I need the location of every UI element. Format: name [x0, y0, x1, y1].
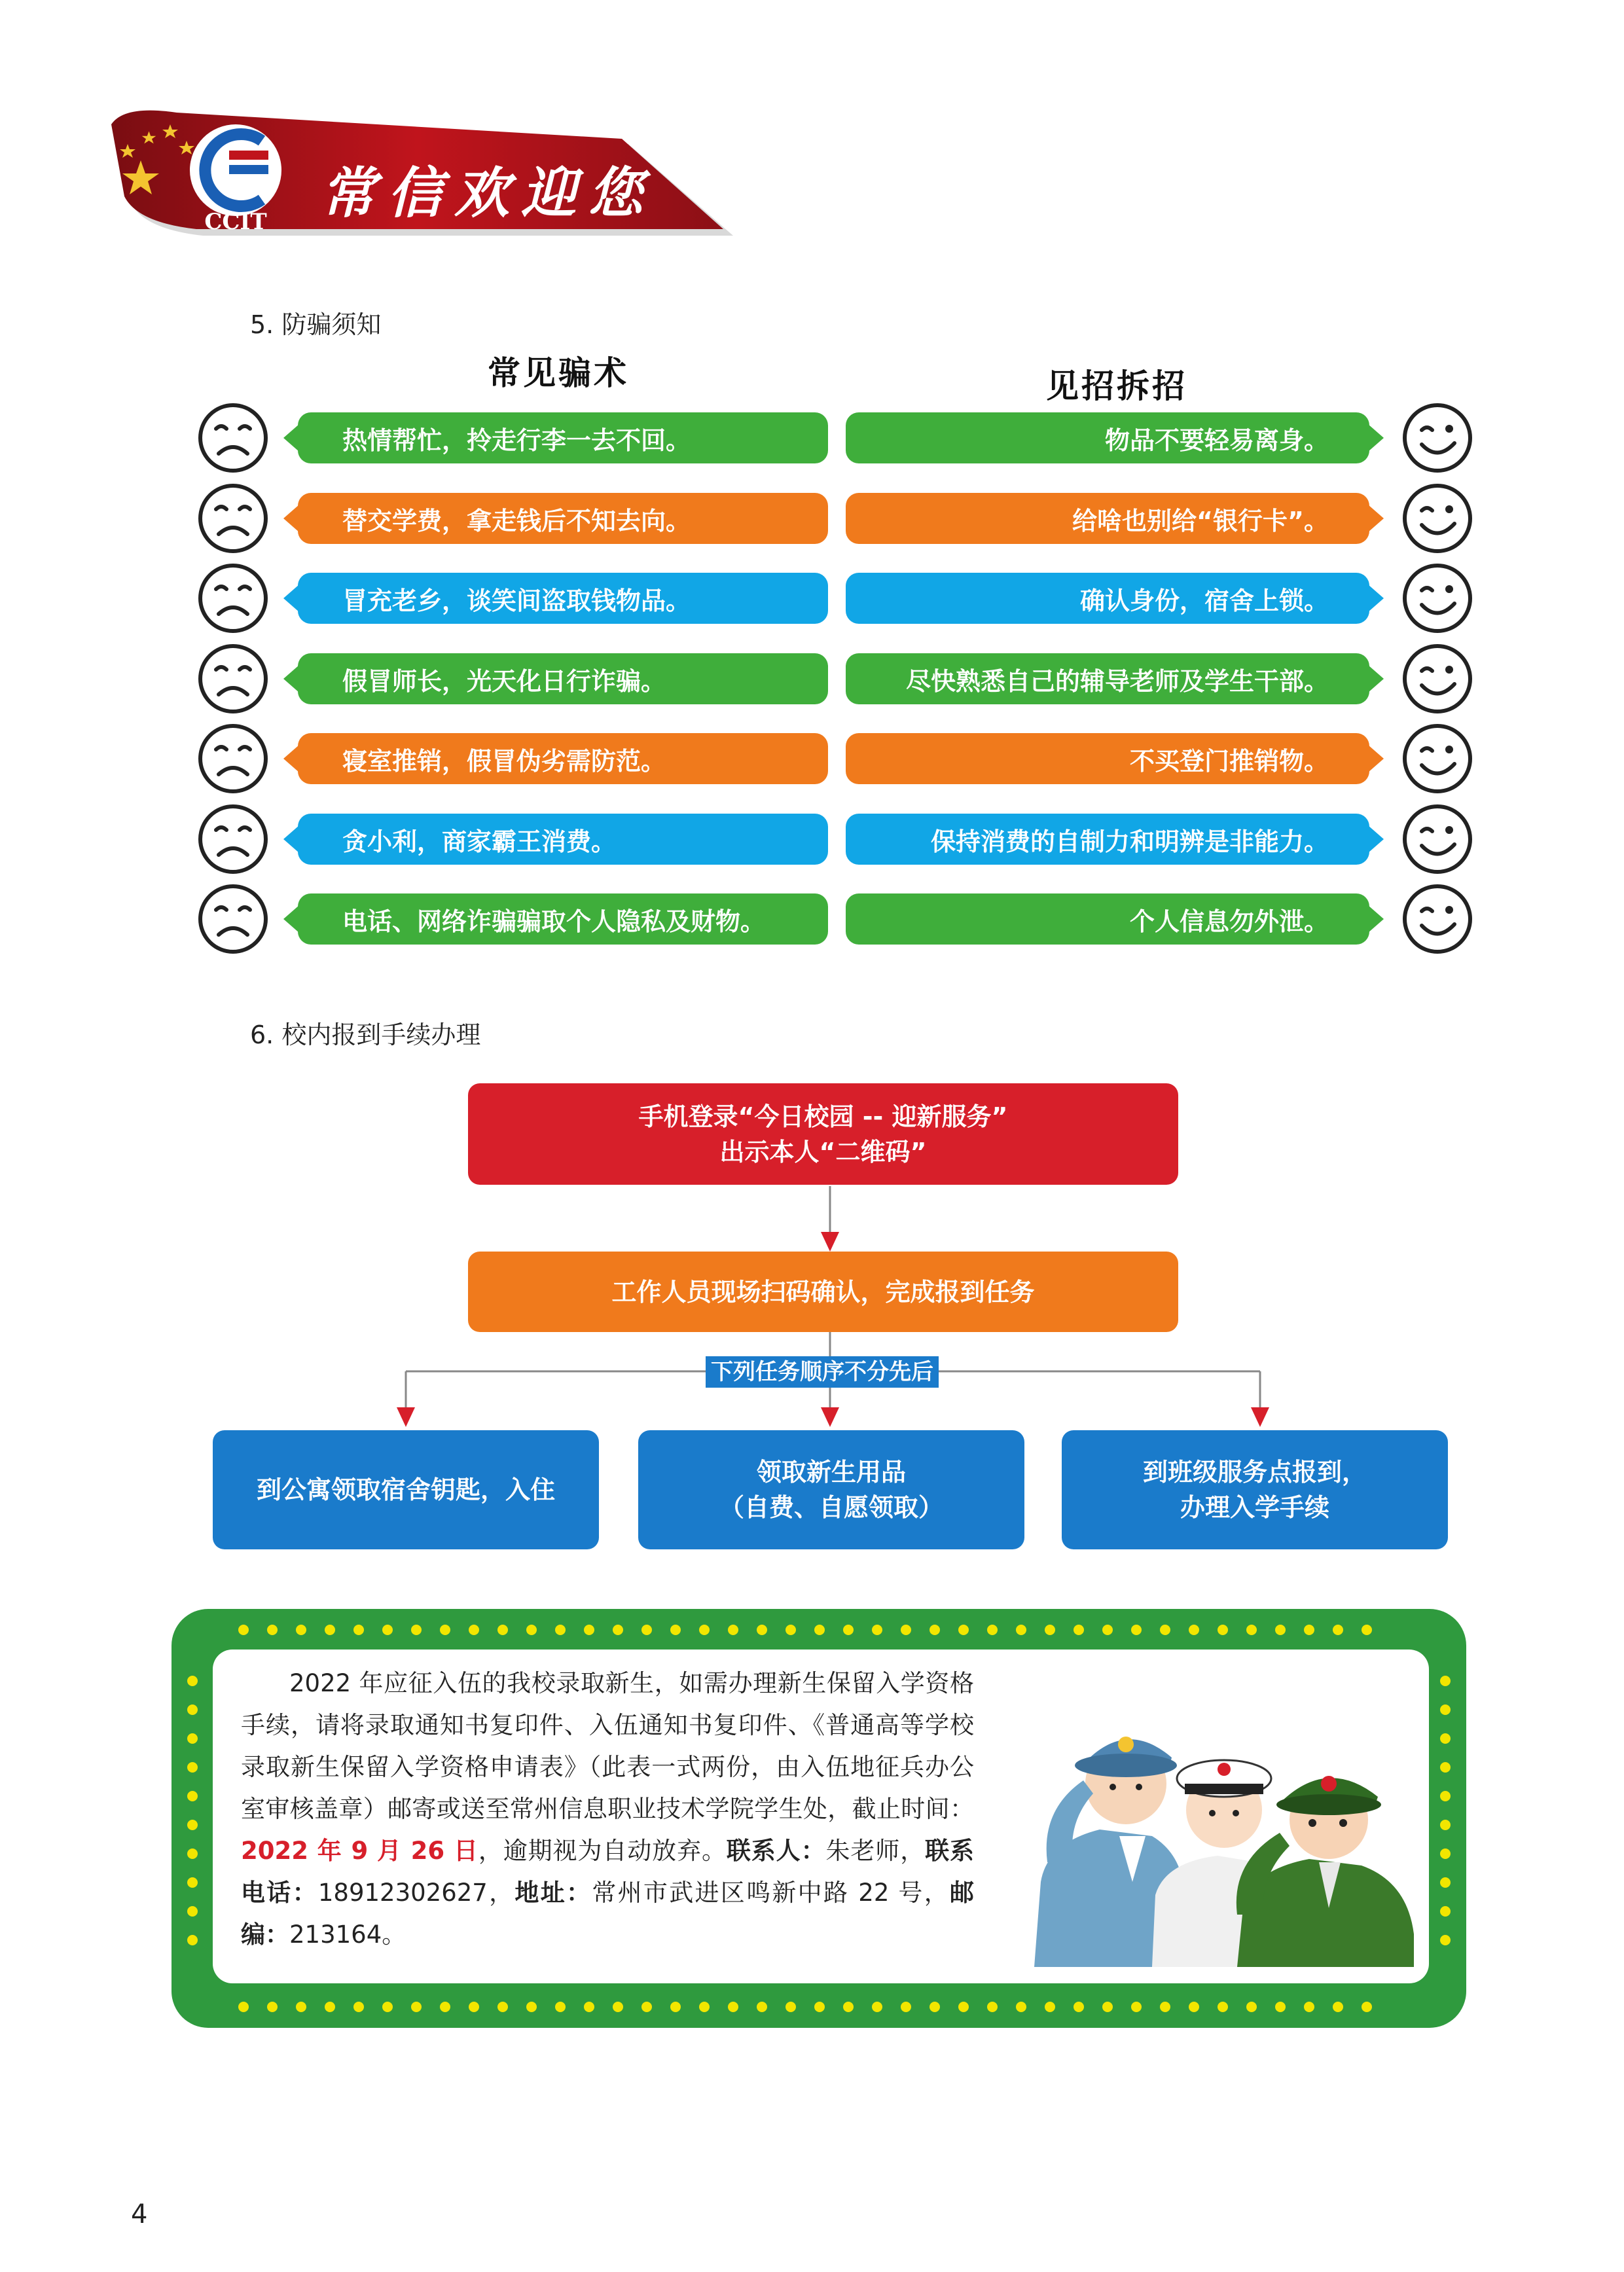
border-dot	[1218, 1625, 1228, 1635]
border-dot	[382, 1625, 393, 1635]
border-dot	[187, 1762, 198, 1773]
fraud-trick-item: 热情帮忙，拎走行李一去不回。	[298, 412, 828, 463]
page-number: 4	[131, 2199, 148, 2229]
border-dot	[1304, 1625, 1314, 1635]
countermeasure-item: 不买登门推销物。	[846, 733, 1369, 784]
border-dot	[641, 1625, 652, 1635]
border-dot	[1131, 1625, 1142, 1635]
countermeasure-item: 确认身份，宿舍上锁。	[846, 573, 1369, 624]
border-dot	[1246, 1625, 1257, 1635]
border-dot	[1333, 2002, 1343, 2012]
border-dot	[353, 1625, 364, 1635]
border-dot	[1218, 2002, 1228, 2012]
border-dot	[1074, 1625, 1084, 1635]
border-dot	[1275, 1625, 1286, 1635]
border-dot	[1045, 2002, 1055, 2012]
border-dot	[296, 2002, 306, 2012]
border-dot	[238, 2002, 249, 2012]
fraud-trick-item: 假冒师长，光天化日行诈骗。	[298, 653, 828, 704]
border-dot	[187, 1791, 198, 1801]
border-dot	[1362, 2002, 1372, 2012]
border-dot	[987, 1625, 998, 1635]
page-banner-title: 常信欢迎您	[321, 160, 655, 225]
border-dot	[411, 1625, 422, 1635]
border-dot	[1275, 2002, 1286, 2012]
border-dot	[526, 2002, 537, 2012]
fraud-trick-item: 寝室推销，假冒伪劣需防范。	[298, 733, 828, 784]
task3-line2: 办理入学手续	[1180, 1493, 1329, 1522]
right-column-heading: 见招拆招	[1046, 367, 1187, 405]
border-dot	[469, 2002, 479, 2012]
phone-label: 联系电话：	[241, 1837, 975, 1907]
task2-line2: （自费、自愿领取）	[719, 1493, 943, 1522]
border-dot	[187, 1704, 198, 1715]
border-dot	[1440, 1762, 1451, 1773]
border-dot	[1160, 2002, 1170, 2012]
notice-body-2: ，逾期视为自动放弃。	[478, 1837, 727, 1865]
border-dot	[872, 1625, 882, 1635]
section6-title: 6. 校内报到手续办理	[250, 1020, 481, 1049]
border-dot	[987, 2002, 998, 2012]
border-dot	[187, 1676, 198, 1686]
border-dot	[555, 1625, 566, 1635]
task3-line1: 到班级服务点报到，	[1142, 1458, 1367, 1487]
border-dot	[814, 1625, 825, 1635]
step2-label: 工作人员现场扫码确认，完成报到任务	[611, 1277, 1035, 1307]
address-value: 常州市武进区鸣新中路 22 号，	[592, 1879, 950, 1907]
border-dot	[267, 2002, 278, 2012]
border-dot	[1246, 2002, 1257, 2012]
step2-box	[468, 1252, 1178, 1332]
soldiers-illustration	[1021, 1666, 1427, 1967]
border-dot	[1304, 2002, 1314, 2012]
border-dot	[584, 1625, 594, 1635]
border-dot	[1333, 1625, 1343, 1635]
border-dot	[1160, 1625, 1170, 1635]
border-dot	[469, 1625, 479, 1635]
fraud-trick-item: 冒充老乡，谈笑间盗取钱物品。	[298, 573, 828, 624]
address-label: 地址：	[514, 1879, 592, 1907]
border-dot	[1440, 1820, 1451, 1830]
notice-body: 2022 年应征入伍的我校录取新生，如需办理新生保留入学资格手续，请将录取通知书复印件、入伍通知书复印件、《普通高等学校录取新生保留入学资格申请表》（此表一式两份，由入伍地征兵办公室审核盖章）邮寄或送至常州信息职业技术学院学生处，截止时间：	[241, 1669, 974, 1823]
border-dot	[584, 2002, 594, 2012]
section5-title: 5. 防骗须知	[250, 310, 382, 339]
border-dot	[757, 2002, 767, 2012]
border-dot	[785, 2002, 796, 2012]
border-dot	[187, 1820, 198, 1830]
border-dot	[1440, 1676, 1451, 1686]
border-dot	[1440, 1848, 1451, 1859]
border-dot	[958, 2002, 969, 2012]
task3-box	[1062, 1430, 1448, 1549]
border-dot	[440, 1625, 450, 1635]
border-dot	[1440, 1791, 1451, 1801]
border-dot	[641, 2002, 652, 2012]
border-dot	[901, 2002, 911, 2012]
border-dot	[1440, 1906, 1451, 1917]
border-dot	[238, 1625, 249, 1635]
border-dot	[1102, 1625, 1113, 1635]
border-dot	[929, 1625, 940, 1635]
border-dot	[267, 1625, 278, 1635]
border-dot	[728, 1625, 738, 1635]
border-dot	[699, 1625, 710, 1635]
border-dot	[843, 2002, 854, 2012]
border-dot	[440, 2002, 450, 2012]
border-dot	[613, 2002, 623, 2012]
border-dot	[901, 1625, 911, 1635]
border-dot	[1045, 1625, 1055, 1635]
zip-label: 邮编：	[241, 1879, 975, 1949]
border-dot	[958, 1625, 969, 1635]
border-dot	[187, 1877, 198, 1888]
border-dot	[757, 1625, 767, 1635]
border-dot	[1440, 1935, 1451, 1945]
border-dot	[497, 1625, 508, 1635]
border-dot	[382, 2002, 393, 2012]
border-dot	[296, 1625, 306, 1635]
notice-deadline: 2022 年 9 月 26 日	[241, 1837, 478, 1865]
countermeasure-item: 个人信息勿外泄。	[846, 893, 1369, 945]
border-dot	[555, 2002, 566, 2012]
border-dot	[670, 1625, 681, 1635]
border-dot	[1016, 1625, 1026, 1635]
step1-box	[468, 1083, 1178, 1185]
fraud-trick-item: 替交学费，拿走钱后不知去向。	[298, 493, 828, 544]
border-dot	[814, 2002, 825, 2012]
contact-label: 联系人：	[726, 1837, 826, 1865]
fraud-trick-item: 贪小利，商家霸王消费。	[298, 814, 828, 865]
border-dot	[325, 2002, 335, 2012]
border-dot	[1189, 2002, 1199, 2012]
border-dot	[929, 2002, 940, 2012]
task2-line1: 领取新生用品	[756, 1458, 906, 1487]
phone-value: 18912302627，	[317, 1879, 515, 1907]
task1-box	[213, 1430, 599, 1549]
task1-label: 到公寓领取宿舍钥匙，入住	[256, 1475, 555, 1504]
contact-value: 朱老师，	[825, 1837, 926, 1865]
step1-line2: 出示本人“二维码”	[719, 1137, 927, 1166]
border-dot	[187, 1935, 198, 1945]
countermeasure-item: 给啥也别给“银行卡”。	[846, 493, 1369, 544]
border-dot	[728, 2002, 738, 2012]
border-dot	[1362, 1625, 1372, 1635]
border-dot	[1440, 1704, 1451, 1715]
border-dot	[187, 1906, 198, 1917]
border-dot	[325, 1625, 335, 1635]
border-dot	[497, 2002, 508, 2012]
border-dot	[670, 2002, 681, 2012]
border-dot	[353, 2002, 364, 2012]
countermeasure-item: 保持消费的自制力和明辨是非能力。	[846, 814, 1369, 865]
left-column-heading: 常见骗术	[488, 354, 629, 392]
notice-text	[241, 1663, 974, 1956]
border-dot	[1440, 1877, 1451, 1888]
logo-text: CCIT	[204, 209, 267, 235]
zip-value: 213164。	[289, 1920, 406, 1949]
countermeasure-item: 尽快熟悉自己的辅导老师及学生干部。	[846, 653, 1369, 704]
fraud-trick-item: 电话、网络诈骗骗取个人隐私及财物。	[298, 893, 828, 945]
border-dot	[1440, 1733, 1451, 1744]
border-dot	[699, 2002, 710, 2012]
border-dot	[1131, 2002, 1142, 2012]
border-dot	[526, 1625, 537, 1635]
border-dot	[843, 1625, 854, 1635]
border-dot	[1074, 2002, 1084, 2012]
border-dot	[785, 1625, 796, 1635]
border-dot	[613, 1625, 623, 1635]
border-dot	[187, 1848, 198, 1859]
countermeasure-item: 物品不要轻易离身。	[846, 412, 1369, 463]
border-dot	[411, 2002, 422, 2012]
border-dot	[872, 2002, 882, 2012]
border-dot	[1189, 1625, 1199, 1635]
order-note: 下列任务顺序不分先后	[706, 1356, 939, 1388]
task2-box	[638, 1430, 1024, 1549]
border-dot	[1016, 2002, 1026, 2012]
border-dot	[1102, 2002, 1113, 2012]
border-dot	[187, 1733, 198, 1744]
step1-line1: 手机登录“今日校园 -- 迎新服务”	[638, 1102, 1008, 1131]
